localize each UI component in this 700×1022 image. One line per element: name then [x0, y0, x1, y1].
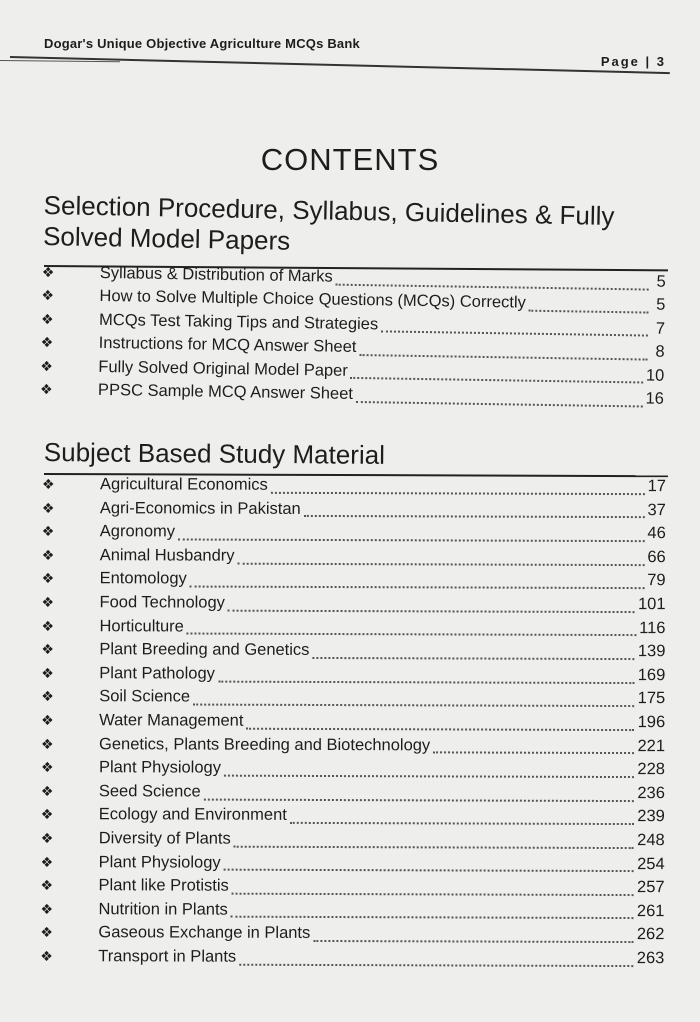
dot-leader [246, 727, 634, 730]
dot-leader [204, 798, 635, 802]
diamond-bullet-icon: ❖ [40, 782, 54, 799]
toc-entry-page: 239 [637, 807, 665, 826]
book-title: Dogar's Unique Objective Agriculture MCQs Bank [44, 36, 360, 51]
diamond-bullet-icon: ❖ [41, 617, 55, 634]
diamond-bullet-icon: ❖ [41, 664, 54, 681]
dot-leader [224, 775, 634, 778]
section-heading-line2: Solved Model Papers [42, 220, 291, 256]
toc-entry-title: How to Solve Multiple Choice Questions (MCQs) Correctly [99, 287, 526, 313]
dot-leader [239, 963, 634, 966]
toc-entry-title: Plant Pathology [99, 663, 215, 683]
toc-entry [39, 829, 669, 855]
toc-entry-page: 262 [636, 925, 665, 944]
toc-entry-page: 17 [647, 477, 666, 496]
toc-entry-page: 221 [637, 736, 666, 755]
toc-entry [40, 569, 670, 595]
toc-entry-page: 248 [637, 830, 665, 850]
toc-entry [38, 947, 668, 973]
toc-entry-title: Syllabus & Distribution of Marks [99, 263, 333, 286]
diamond-bullet-icon: ❖ [41, 735, 54, 752]
toc-entry-page: 175 [637, 689, 666, 708]
toc-entry-title: Plant Physiology [98, 852, 221, 872]
diamond-bullet-icon: ❖ [41, 523, 55, 540]
toc-entry-title: Plant Physiology [98, 758, 222, 777]
toc-entry-title: Soil Science [99, 687, 191, 706]
diamond-bullet-icon: ❖ [40, 947, 53, 964]
section-heading-subjects [44, 437, 644, 473]
diamond-bullet-icon: ❖ [40, 829, 54, 846]
toc-entry [40, 546, 670, 572]
section-heading-line1: Selection Procedure, Syllabus, Guidelines & Fully [43, 190, 615, 231]
toc-entry [39, 617, 669, 643]
diamond-bullet-icon: ❖ [41, 570, 55, 587]
dot-leader [433, 752, 634, 755]
toc-entry-title: Agri-Economics in Pakistan [99, 498, 301, 518]
diamond-bullet-icon: ❖ [41, 476, 55, 493]
toc-entry-title: PPSC Sample MCQ Answer Sheet [97, 380, 354, 403]
diamond-bullet-icon: ❖ [41, 499, 55, 516]
diamond-bullet-icon: ❖ [40, 759, 54, 776]
diamond-bullet-icon: ❖ [41, 641, 54, 658]
toc-entry-page: 257 [637, 878, 665, 897]
diamond-bullet-icon: ❖ [41, 593, 55, 611]
dot-leader [529, 310, 649, 314]
toc-entry [40, 499, 670, 525]
toc-entry-title: Water Management [99, 711, 244, 730]
toc-entry [39, 711, 669, 737]
dot-leader [356, 401, 643, 408]
dot-leader [290, 822, 634, 825]
toc-entry-title: Nutrition in Plants [98, 899, 228, 919]
toc-entry [39, 735, 669, 761]
toc-entry-page: 5 [656, 296, 666, 315]
toc-entry-page: 5 [656, 272, 666, 291]
dot-leader [218, 680, 635, 683]
dot-leader [336, 283, 649, 290]
toc-entry [39, 687, 669, 713]
toc-entry-page: 37 [647, 500, 666, 519]
dot-leader [312, 657, 634, 660]
toc-entry-page: 10 [645, 366, 665, 385]
dot-leader [178, 538, 644, 542]
dot-leader [224, 869, 634, 872]
toc-entry [39, 852, 669, 878]
toc-entry-title: Food Technology [99, 593, 225, 612]
contents-title: CONTENTS [260, 142, 440, 177]
dot-leader [351, 377, 643, 384]
toc-entry-title: Animal Husbandry [99, 545, 235, 565]
toc-entry-page: 16 [645, 389, 665, 408]
dot-leader [232, 893, 634, 896]
diamond-bullet-icon: ❖ [40, 357, 54, 374]
toc-entry-title: Transport in Plants [98, 947, 237, 966]
diamond-bullet-icon: ❖ [40, 900, 54, 917]
toc-entry-page: 254 [637, 854, 665, 873]
toc-entry-page: 139 [637, 642, 666, 661]
toc-entry-page: 46 [647, 524, 666, 543]
diamond-bullet-icon: ❖ [41, 264, 55, 281]
toc-entry [38, 900, 668, 926]
toc-entry-title: Entomology [99, 569, 187, 588]
toc-entry [39, 876, 669, 902]
toc-entry-title: Gaseous Exchange in Plants [98, 923, 311, 943]
toc-entry-title: Diversity of Plants [98, 829, 231, 848]
toc-entry [40, 522, 670, 548]
diamond-bullet-icon: ❖ [41, 287, 55, 304]
diamond-bullet-icon: ❖ [41, 711, 54, 728]
toc-entry-page: 101 [637, 595, 666, 614]
toc-entry [39, 805, 669, 831]
dot-leader [187, 633, 636, 637]
toc-entry-page: 116 [639, 618, 666, 637]
toc-entry-title: Ecology and Environment [98, 805, 287, 825]
toc-entry-title: Agricultural Economics [99, 475, 268, 494]
toc-entry-page: 228 [637, 760, 666, 779]
dot-leader [238, 562, 645, 565]
dot-leader [190, 586, 645, 590]
toc-entry [40, 593, 670, 619]
diamond-bullet-icon: ❖ [40, 334, 54, 351]
toc-entry-page: 66 [647, 547, 666, 566]
toc-entry-page: 79 [647, 571, 666, 590]
dot-leader [193, 704, 635, 708]
dot-leader [313, 940, 634, 943]
dot-leader [271, 492, 645, 495]
toc-entry-page: 263 [636, 948, 665, 968]
toc-entry-page: 7 [655, 319, 666, 338]
toc-entry-title: Seed Science [98, 781, 201, 801]
toc-entry-page: 236 [637, 783, 665, 802]
diamond-bullet-icon: ❖ [40, 924, 53, 941]
toc-entry-title: Fully Solved Original Model Paper [98, 357, 348, 380]
section-heading-line1: Subject Based Study Material [43, 437, 386, 470]
toc-entry [38, 923, 668, 949]
toc-entry-title: Horticulture [99, 616, 184, 636]
toc-entry [39, 664, 669, 690]
toc-entry-page: 8 [655, 342, 665, 361]
toc-entry-title: Agronomy [99, 522, 176, 541]
diamond-bullet-icon: ❖ [41, 688, 54, 705]
toc-entry [40, 475, 670, 501]
dot-leader [231, 916, 634, 919]
toc-list-selection [38, 263, 670, 413]
section-heading-selection [43, 190, 644, 264]
diamond-bullet-icon: ❖ [40, 877, 54, 894]
page-number: Page | 3 [600, 54, 666, 69]
toc-entry [39, 640, 669, 666]
toc-entry-title: Instructions for MCQ Answer Sheet [98, 334, 357, 357]
dot-leader [228, 609, 635, 612]
toc-entry-title: Plant like Protistis [98, 876, 229, 895]
dot-leader [234, 845, 634, 848]
toc-entry-title: MCQs Test Taking Tips and Strategies [98, 310, 379, 334]
diamond-bullet-icon: ❖ [40, 853, 54, 870]
dot-leader [359, 354, 647, 361]
toc-entry-title: Genetics, Plants Breeding and Biotechnology [99, 734, 431, 754]
diamond-bullet-icon: ❖ [41, 546, 55, 563]
dot-leader [381, 331, 648, 337]
toc-entry-page: 169 [637, 665, 666, 684]
diamond-bullet-icon: ❖ [40, 310, 54, 328]
toc-entry [39, 782, 669, 808]
toc-entry-page: 261 [636, 901, 665, 920]
toc-entry-page: 196 [637, 713, 666, 732]
toc-list-subjects [38, 475, 670, 973]
diamond-bullet-icon: ❖ [40, 806, 54, 823]
toc-entry-title: Plant Breeding and Genetics [99, 640, 310, 660]
diamond-bullet-icon: ❖ [39, 380, 53, 398]
dot-leader [304, 515, 645, 518]
toc-entry [39, 758, 669, 784]
